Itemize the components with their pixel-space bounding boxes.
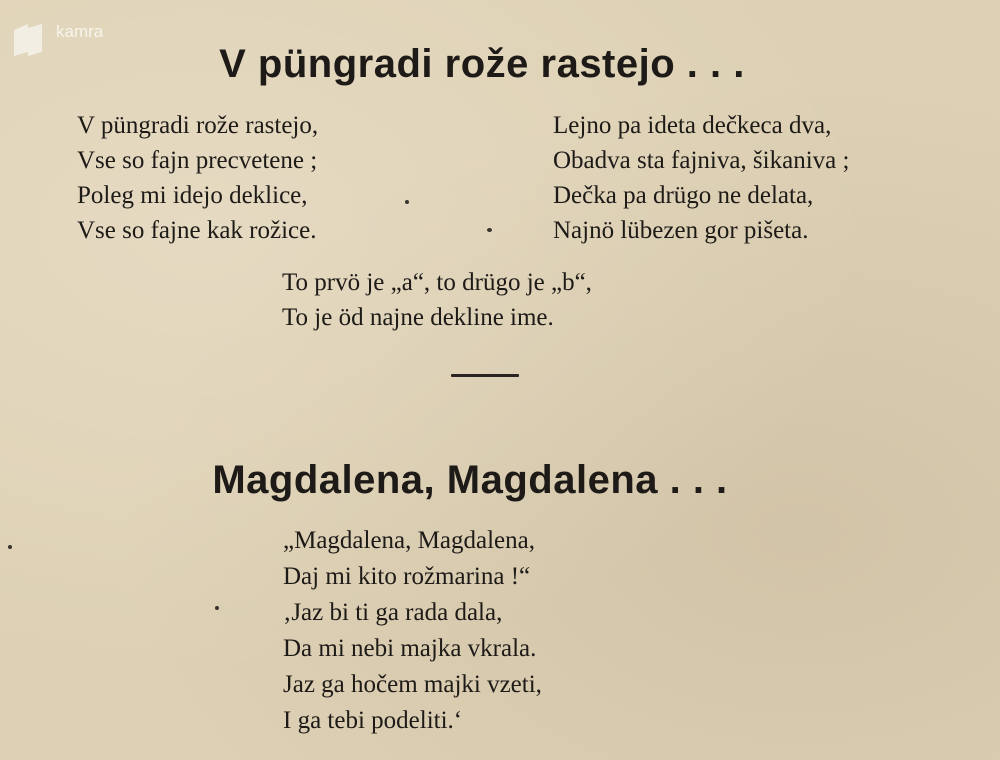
verse-line: Daj mi kito rožmarina !“ xyxy=(283,563,531,590)
ink-speck xyxy=(215,606,219,610)
verse-line: ‚Jaz bi ti ga rada dala, xyxy=(283,599,503,626)
song2-title: Magdalena, Magdalena . . . xyxy=(212,458,728,502)
song2-stanza xyxy=(283,523,542,739)
song1-title: V püngradi rože rastejo . . . xyxy=(219,42,745,86)
verse-line: I ga tebi podeliti.‘ xyxy=(283,707,463,734)
watermark-text: kamra xyxy=(56,22,104,41)
verse-line: Dečka pa drügo ne delata, xyxy=(553,182,814,209)
verse-line: Jaz ga hočem majki vzeti, xyxy=(283,671,542,698)
verse-line: To je öd najne dekline ime. xyxy=(282,304,554,331)
ink-speck xyxy=(8,545,12,549)
verse-line: V püngradi rože rastejo, xyxy=(77,112,319,139)
verse-line: Da mi nebi majka vkrala. xyxy=(283,635,537,662)
verse-line: Vse so fajne kak rožice. xyxy=(77,217,317,244)
verse-line: To prvö je „a“, to drügo je „b“, xyxy=(282,269,592,296)
ink-speck xyxy=(487,228,492,232)
verse-line: Najnö lübezen gor pišeta. xyxy=(553,217,809,244)
section-divider xyxy=(451,374,519,377)
song1-right-stanza xyxy=(553,108,849,248)
verse-line: „Magdalena, Magdalena, xyxy=(283,527,535,554)
verse-line: Obadva sta fajniva, šikaniva ; xyxy=(553,147,850,174)
ink-speck xyxy=(405,200,409,204)
verse-line: Poleg mi idejo deklice, xyxy=(77,182,308,209)
song1-left-stanza xyxy=(77,108,318,248)
verse-line: Lejno pa ideta dečkeca dva, xyxy=(553,112,832,139)
song1-closing-stanza xyxy=(282,265,592,335)
verse-line: Vse so fajn precvetene ; xyxy=(77,147,318,174)
